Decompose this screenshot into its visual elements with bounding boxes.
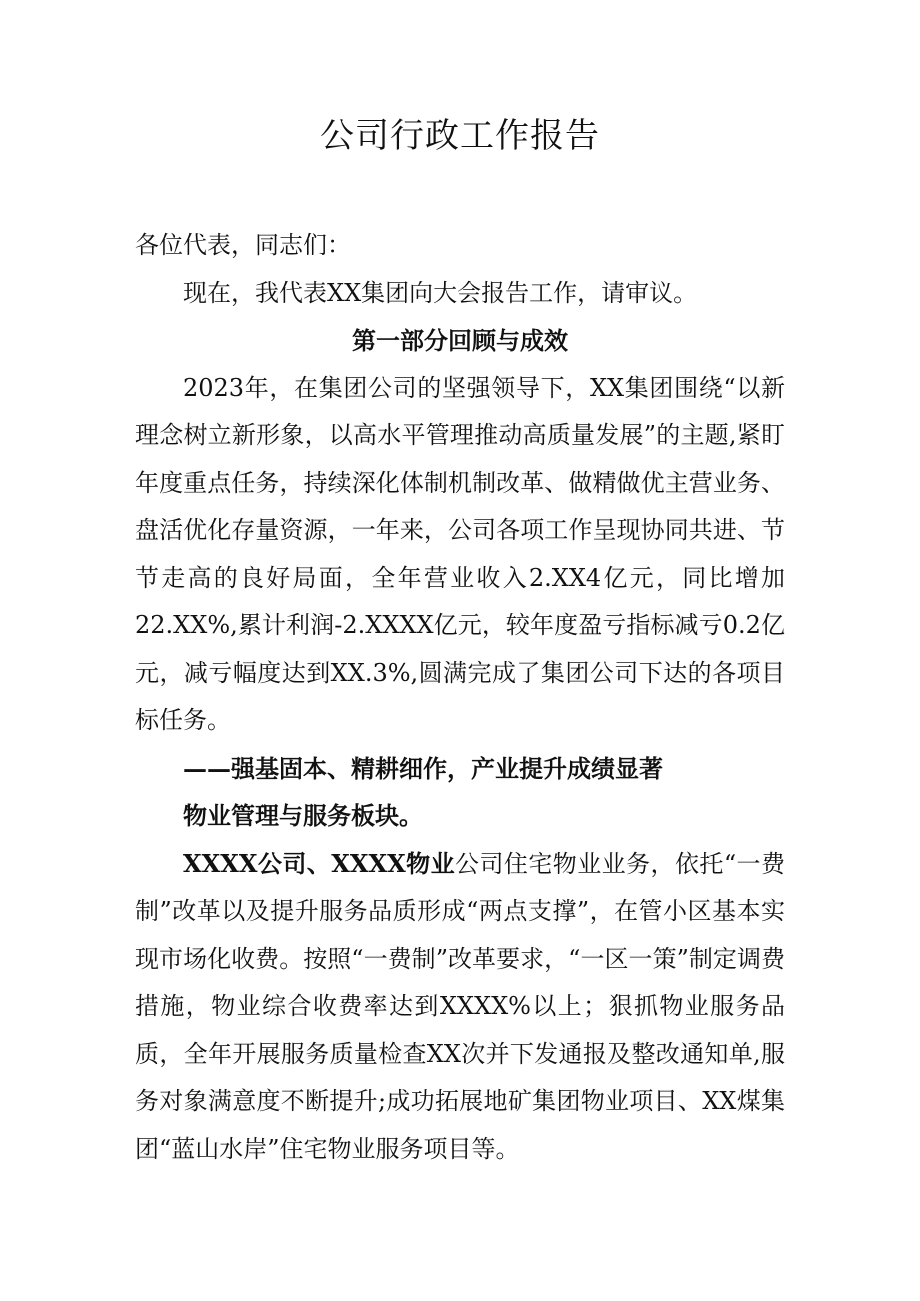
salutation: 各位代表，同志们： [135, 231, 351, 259]
document-body [135, 222, 785, 1173]
sector-paragraph [135, 840, 785, 1174]
intro-paragraph: 现在，我代表XX集团向大会报告工作，请审议。 [183, 278, 698, 307]
document-title: 公司行政工作报告 [320, 116, 600, 156]
sector-heading: 物业管理与服务板块。 [183, 801, 423, 830]
review-paragraph: 2023年，在集团公司的坚强领导下，XX集团围绕“以新理念树立新形象，以高水平管理推动高质量发展”的主题,紧盯年度重点任务，持续深化体制机制改革、做精做优主营业务、盘活优化存量资源，一年来，公司各项工作呈现协同共进、节节走高的良好局面，全年营业收入2.XX4亿元，同比增加22.XX%,累计利润-2.XXXX亿元，较年度盈亏指标减亏0.2亿元，减亏幅度达到XX.3%,圆满完成了集团公司下达的各项目标任务。 [135, 373, 785, 734]
section-heading: 第一部分回顾与成效 [352, 326, 568, 355]
sector-paragraph-text: 公司住宅物业业务，依托“一费制”改革以及提升服务品质形成“两点支撑”，在管小区基本实现市场化收费。按照“一费制”改革要求，“一区一策”制定调费措施，物业综合收费率达到XXXX%以上；狠抓物业服务品质，全年开展服务质量检查XX次并下发通报及整改通知单,服务对象满意度不断提升;成功拓展地矿集团物业项目、XX煤集团“蓝山水岸”住宅物业服务项目等。 [135, 849, 785, 1163]
subheading: ——强基固本、精耕细作，产业提升成绩显著 [183, 753, 663, 783]
sector-paragraph-lead: XXXX公司、XXXX物业 [183, 848, 456, 878]
